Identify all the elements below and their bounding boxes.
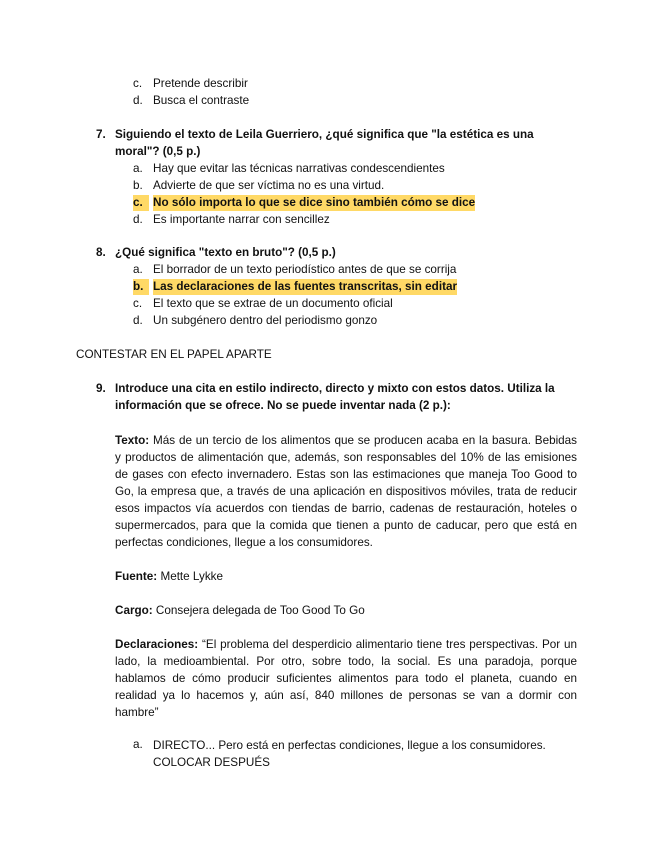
option-text-highlighted: Las declaraciones de las fuentes transcritas, sin editar	[153, 280, 458, 293]
option-letter-highlighted: c.	[133, 195, 149, 211]
option-letter: d.	[133, 213, 143, 226]
declaraciones-body: “El problema del desperdicio alimentario tiene tres perspectivas. Por un lado, la medioambiental. Por otro, sobre todo, la social. Es una paradoja, porque hablamos de cómo producir suficientes alimentos para todo el planeta, cuando en realidad ya lo hacemos y, aún así, 840 millones de personas se van a dormir con hambre”	[115, 638, 577, 719]
question-8-text: ¿Qué significa "texto en bruto"? (0,5 p.)	[115, 246, 336, 259]
option-letter: b.	[133, 179, 143, 192]
option-text: Hay que evitar las técnicas narrativas condescendientes	[153, 162, 445, 175]
question-9-text: información que se ofrece. No se puede inventar nada (2 p.):	[115, 399, 451, 412]
question-number: 9.	[96, 382, 106, 395]
answer-letter: a.	[133, 738, 143, 751]
fuente-paragraph	[115, 568, 577, 585]
option-text: Busca el contraste	[153, 94, 250, 107]
question-9-text: Introduce una cita en estilo indirecto, directo y mixto con estos datos. Utiliza la	[115, 382, 555, 395]
fuente-value: Mette Lykke	[160, 570, 224, 583]
option-text: Pretende describir	[153, 77, 248, 90]
cargo-paragraph	[115, 602, 577, 619]
option-letter: d.	[133, 94, 143, 107]
option-letter: c.	[133, 297, 143, 310]
fuente-label: Fuente:	[115, 570, 158, 583]
answer-text	[153, 737, 577, 771]
answer-line-1: DIRECTO... Pero está en perfectas condiciones, llegue a los consumidores.	[153, 739, 546, 752]
option-text: Advierte de que ser víctima no es una virtud.	[153, 179, 385, 192]
texto-body: Más de un tercio de los alimentos que se producen acaba en la basura. Bebidas y productos de alimentación que, además, son responsables del 10% de las emisiones de gases con efecto invernadero. Estas son las estimaciones que maneja Too Good to Go, la empresa que, a través de una aplicación en dispositivos móviles, trata de reducir esos impactos vía acuerdos con tiendas de barrio, cadenas de restauración, hoteles o supermercados, para que la comida que tienen a punto de caducar, pero que está en perfectas condiciones, llegue a los consumidores.	[115, 434, 578, 549]
question-7-text: Siguiendo el texto de Leila Guerriero, ¿qué significa que "la estética es una	[115, 128, 534, 141]
cargo-label: Cargo:	[115, 604, 153, 617]
question-7-text: moral"? (0,5 p.)	[115, 145, 201, 158]
option-text: Un subgénero dentro del periodismo gonzo	[153, 314, 378, 327]
option-letter: a.	[133, 263, 143, 276]
option-text: El borrador de un texto periodístico antes de que se corrija	[153, 263, 457, 276]
option-text: El texto que se extrae de un documento oficial	[153, 297, 393, 310]
declaraciones-paragraph	[115, 636, 577, 721]
cargo-value: Consejera delegada de Too Good To Go	[155, 604, 365, 617]
texto-label: Texto:	[115, 434, 150, 447]
option-letter: a.	[133, 162, 143, 175]
option-text-highlighted: No sólo importa lo que se dice sino también cómo se dice	[153, 196, 476, 209]
option-text: Es importante narrar con sencillez	[153, 213, 330, 226]
option-letter-highlighted: b.	[133, 279, 149, 295]
question-number: 7.	[96, 128, 106, 141]
declaraciones-label: Declaraciones:	[115, 638, 199, 651]
answer-line-2: COLOCAR DESPUÉS	[153, 756, 270, 769]
option-letter: d.	[133, 314, 143, 327]
texto-paragraph	[115, 432, 577, 551]
question-number: 8.	[96, 246, 106, 259]
option-letter: c.	[133, 77, 143, 90]
instruction-text: CONTESTAR EN EL PAPEL APARTE	[76, 348, 272, 361]
